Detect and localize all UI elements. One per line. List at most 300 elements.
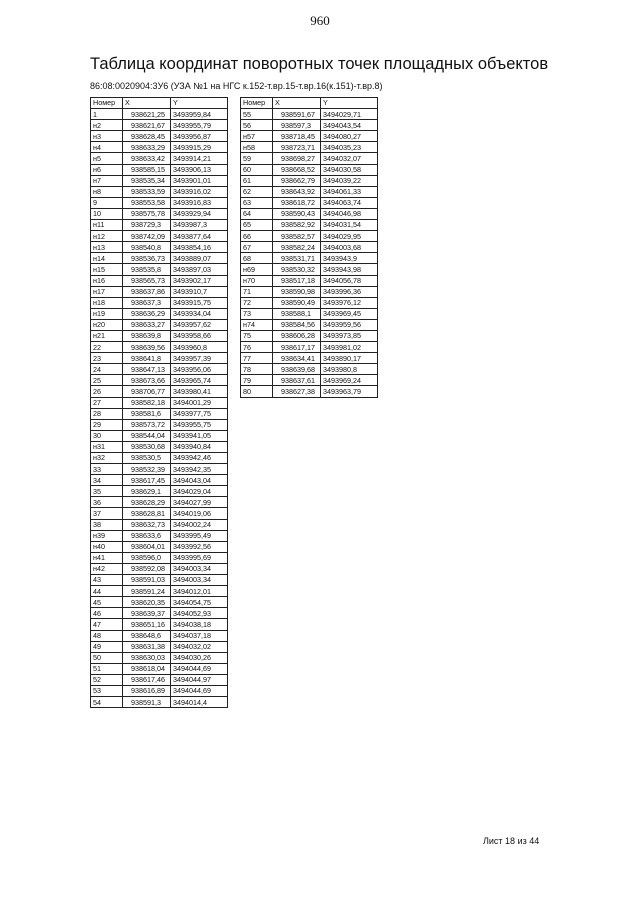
page-number: 960 <box>310 13 330 28</box>
point-number-cell: 53 <box>91 685 123 696</box>
y-coordinate-cell: 3493943,98 <box>321 264 378 275</box>
y-coordinate-cell: 3493915,29 <box>171 142 228 153</box>
table-row <box>241 319 378 330</box>
point-number-cell: 25 <box>91 375 123 386</box>
point-number-cell: н70 <box>241 275 273 286</box>
point-number-cell: 66 <box>241 231 273 242</box>
point-number-cell: н7 <box>91 175 123 186</box>
table-row <box>241 364 378 375</box>
table-row <box>241 231 378 242</box>
point-number-cell: 36 <box>91 497 123 508</box>
x-coordinate-cell: 938643,92 <box>273 186 321 197</box>
x-coordinate-cell: 938582,24 <box>273 242 321 253</box>
table-row <box>241 286 378 297</box>
y-coordinate-cell: 3493889,07 <box>171 253 228 264</box>
table-row <box>91 142 228 153</box>
y-coordinate-cell: 3494046,98 <box>321 208 378 219</box>
x-coordinate-cell: 938530,5 <box>123 453 171 464</box>
header-number: Номер <box>241 98 273 109</box>
y-coordinate-cell: 3493941,05 <box>171 430 228 441</box>
table-row <box>91 231 228 242</box>
point-number-cell: н58 <box>241 142 273 153</box>
x-coordinate-cell: 938575,78 <box>123 208 171 219</box>
y-coordinate-cell: 3494044,69 <box>171 685 228 696</box>
y-coordinate-cell: 3493959,84 <box>171 109 228 120</box>
y-coordinate-cell: 3493916,02 <box>171 186 228 197</box>
point-number-cell: н11 <box>91 220 123 231</box>
point-number-cell: 71 <box>241 286 273 297</box>
y-coordinate-cell: 3493992,56 <box>171 541 228 552</box>
point-number-cell: н15 <box>91 264 123 275</box>
x-coordinate-cell: 938590,43 <box>273 208 321 219</box>
y-coordinate-cell: 3493942,35 <box>171 464 228 475</box>
x-coordinate-cell: 938573,72 <box>123 419 171 430</box>
x-coordinate-cell: 938636,29 <box>123 308 171 319</box>
y-coordinate-cell: 3493956,06 <box>171 364 228 375</box>
y-coordinate-cell: 3494080,27 <box>321 131 378 142</box>
x-coordinate-cell: 938627,38 <box>273 386 321 397</box>
x-coordinate-cell: 938620,35 <box>123 597 171 608</box>
table-row <box>241 242 378 253</box>
y-coordinate-cell: 3493995,69 <box>171 552 228 563</box>
point-number-cell: 78 <box>241 364 273 375</box>
point-number-cell: 9 <box>91 197 123 208</box>
y-coordinate-cell: 3494003,68 <box>321 242 378 253</box>
table-row <box>91 242 228 253</box>
x-coordinate-cell: 938544,04 <box>123 430 171 441</box>
x-coordinate-cell: 938618,72 <box>273 197 321 208</box>
point-number-cell: н4 <box>91 142 123 153</box>
point-number-cell: 56 <box>241 120 273 131</box>
table-row <box>91 563 228 574</box>
table-row <box>91 109 228 120</box>
x-coordinate-cell: 938639,8 <box>123 330 171 341</box>
y-coordinate-cell: 3494044,69 <box>171 663 228 674</box>
point-number-cell: 60 <box>241 164 273 175</box>
y-coordinate-cell: 3493969,24 <box>321 375 378 386</box>
point-number-cell: н31 <box>91 441 123 452</box>
x-coordinate-cell: 938633,27 <box>123 319 171 330</box>
x-coordinate-cell: 938582,57 <box>273 231 321 242</box>
point-number-cell: н6 <box>91 164 123 175</box>
y-coordinate-cell: 3494001,29 <box>171 397 228 408</box>
y-coordinate-cell: 3493934,04 <box>171 308 228 319</box>
point-number-cell: 47 <box>91 619 123 630</box>
x-coordinate-cell: 938628,45 <box>123 131 171 142</box>
point-number-cell: 64 <box>241 208 273 219</box>
x-coordinate-cell: 938629,1 <box>123 486 171 497</box>
table-row <box>241 308 378 319</box>
table-row <box>241 208 378 219</box>
y-coordinate-cell: 3493956,87 <box>171 131 228 142</box>
y-coordinate-cell: 3493963,79 <box>321 386 378 397</box>
table-row <box>241 164 378 175</box>
x-coordinate-cell: 938535,8 <box>123 264 171 275</box>
table-row <box>91 308 228 319</box>
y-coordinate-cell: 3494063,74 <box>321 197 378 208</box>
x-coordinate-cell: 938633,6 <box>123 530 171 541</box>
table-row <box>241 375 378 386</box>
point-number-cell: н12 <box>91 231 123 242</box>
x-coordinate-cell: 938591,03 <box>123 575 171 586</box>
table-row <box>91 552 228 563</box>
y-coordinate-cell: 3494030,58 <box>321 164 378 175</box>
y-coordinate-cell: 3493901,01 <box>171 175 228 186</box>
x-coordinate-cell: 938617,46 <box>123 674 171 685</box>
y-coordinate-cell: 3493916,83 <box>171 197 228 208</box>
x-coordinate-cell: 938590,98 <box>273 286 321 297</box>
table-row <box>241 330 378 341</box>
x-coordinate-cell: 938647,13 <box>123 364 171 375</box>
y-coordinate-cell: 3494043,04 <box>171 475 228 486</box>
point-number-cell: 30 <box>91 430 123 441</box>
x-coordinate-cell: 938621,25 <box>123 109 171 120</box>
table-row <box>241 131 378 142</box>
point-number-cell: н5 <box>91 153 123 164</box>
y-coordinate-cell: 3493906,13 <box>171 164 228 175</box>
table-row <box>91 519 228 530</box>
y-coordinate-cell: 3494044,97 <box>171 674 228 685</box>
table-body-right <box>241 109 378 397</box>
point-number-cell: 76 <box>241 342 273 353</box>
table-row <box>91 597 228 608</box>
table-row <box>91 153 228 164</box>
x-coordinate-cell: 938585,15 <box>123 164 171 175</box>
y-coordinate-cell: 3494054,75 <box>171 597 228 608</box>
y-coordinate-cell: 3493960,8 <box>171 342 228 353</box>
point-number-cell: 68 <box>241 253 273 264</box>
coordinates-table-left <box>90 97 228 708</box>
x-coordinate-cell: 938618,04 <box>123 663 171 674</box>
x-coordinate-cell: 938588,1 <box>273 308 321 319</box>
y-coordinate-cell: 3493987,3 <box>171 220 228 231</box>
point-number-cell: 34 <box>91 475 123 486</box>
point-number-cell: 61 <box>241 175 273 186</box>
x-coordinate-cell: 938530,32 <box>273 264 321 275</box>
table-row <box>91 508 228 519</box>
x-coordinate-cell: 938606,28 <box>273 330 321 341</box>
table-row <box>91 253 228 264</box>
x-coordinate-cell: 938617,45 <box>123 475 171 486</box>
table-row <box>91 220 228 231</box>
x-coordinate-cell: 938637,61 <box>273 375 321 386</box>
y-coordinate-cell: 3493943,9 <box>321 253 378 264</box>
table-row <box>241 197 378 208</box>
point-number-cell: 44 <box>91 586 123 597</box>
table-row <box>241 353 378 364</box>
x-coordinate-cell: 938591,67 <box>273 109 321 120</box>
point-number-cell: 55 <box>241 109 273 120</box>
point-number-cell: 80 <box>241 386 273 397</box>
x-coordinate-cell: 938729,3 <box>123 220 171 231</box>
table-row <box>91 164 228 175</box>
table-row <box>91 619 228 630</box>
x-coordinate-cell: 938639,56 <box>123 342 171 353</box>
point-number-cell: н32 <box>91 453 123 464</box>
x-coordinate-cell: 938742,09 <box>123 231 171 242</box>
table-row <box>241 175 378 186</box>
point-number-cell: 73 <box>241 308 273 319</box>
document-subtitle: 86:08:0020904:3У6 (УЗА №1 на НГС к.152-т.вр.15-т.вр.16(к.151)-т.вр.8) <box>90 81 383 91</box>
y-coordinate-cell: 3493942,46 <box>171 453 228 464</box>
x-coordinate-cell: 938632,73 <box>123 519 171 530</box>
point-number-cell: 48 <box>91 630 123 641</box>
y-coordinate-cell: 3494029,71 <box>321 109 378 120</box>
point-number-cell: 65 <box>241 220 273 231</box>
table-header-row <box>241 98 378 109</box>
table-row <box>91 663 228 674</box>
point-number-cell: 62 <box>241 186 273 197</box>
x-coordinate-cell: 938628,29 <box>123 497 171 508</box>
table-row <box>91 275 228 286</box>
table-row <box>91 464 228 475</box>
table-row <box>91 408 228 419</box>
table-row <box>91 697 228 708</box>
x-coordinate-cell: 938630,03 <box>123 652 171 663</box>
table-row <box>91 497 228 508</box>
point-number-cell: н19 <box>91 308 123 319</box>
x-coordinate-cell: 938662,79 <box>273 175 321 186</box>
point-number-cell: 46 <box>91 608 123 619</box>
table-row <box>91 430 228 441</box>
header-y: Y <box>171 98 228 109</box>
x-coordinate-cell: 938673,66 <box>123 375 171 386</box>
y-coordinate-cell: 3493977,75 <box>171 408 228 419</box>
y-coordinate-cell: 3493955,75 <box>171 419 228 430</box>
table-row <box>241 186 378 197</box>
point-number-cell: н2 <box>91 120 123 131</box>
x-coordinate-cell: 938582,18 <box>123 397 171 408</box>
y-coordinate-cell: 3493980,8 <box>321 364 378 375</box>
y-coordinate-cell: 3493957,39 <box>171 353 228 364</box>
y-coordinate-cell: 3493969,45 <box>321 308 378 319</box>
point-number-cell: н8 <box>91 186 123 197</box>
y-coordinate-cell: 3493854,16 <box>171 242 228 253</box>
point-number-cell: 51 <box>91 663 123 674</box>
y-coordinate-cell: 3493914,21 <box>171 153 228 164</box>
table-row <box>91 375 228 386</box>
point-number-cell: н13 <box>91 242 123 253</box>
point-number-cell: 43 <box>91 575 123 586</box>
point-number-cell: 52 <box>91 674 123 685</box>
y-coordinate-cell: 3494002,24 <box>171 519 228 530</box>
table-row <box>241 386 378 397</box>
x-coordinate-cell: 938517,18 <box>273 275 321 286</box>
point-number-cell: н20 <box>91 319 123 330</box>
x-coordinate-cell: 938553,58 <box>123 197 171 208</box>
y-coordinate-cell: 3493890,17 <box>321 353 378 364</box>
table-row <box>91 175 228 186</box>
table-row <box>91 475 228 486</box>
point-number-cell: н69 <box>241 264 273 275</box>
header-x: X <box>123 98 171 109</box>
table-row <box>91 652 228 663</box>
y-coordinate-cell: 3493995,49 <box>171 530 228 541</box>
y-coordinate-cell: 3494032,02 <box>171 641 228 652</box>
point-number-cell: н41 <box>91 552 123 563</box>
point-number-cell: 75 <box>241 330 273 341</box>
point-number-cell: 54 <box>91 697 123 708</box>
y-coordinate-cell: 3493929,94 <box>171 208 228 219</box>
y-coordinate-cell: 3494012,01 <box>171 586 228 597</box>
table-row <box>241 297 378 308</box>
x-coordinate-cell: 938590,49 <box>273 297 321 308</box>
table-row <box>91 342 228 353</box>
x-coordinate-cell: 938592,08 <box>123 563 171 574</box>
x-coordinate-cell: 938651,16 <box>123 619 171 630</box>
table-row <box>91 297 228 308</box>
table-row <box>91 441 228 452</box>
point-number-cell: н17 <box>91 286 123 297</box>
y-coordinate-cell: 3494035,23 <box>321 142 378 153</box>
point-number-cell: 45 <box>91 597 123 608</box>
point-number-cell: 49 <box>91 641 123 652</box>
x-coordinate-cell: 938706,77 <box>123 386 171 397</box>
table-row <box>91 197 228 208</box>
x-coordinate-cell: 938637,86 <box>123 286 171 297</box>
y-coordinate-cell: 3494056,78 <box>321 275 378 286</box>
x-coordinate-cell: 938596,0 <box>123 552 171 563</box>
x-coordinate-cell: 938584,56 <box>273 319 321 330</box>
x-coordinate-cell: 938633,42 <box>123 153 171 164</box>
point-number-cell: 33 <box>91 464 123 475</box>
x-coordinate-cell: 938668,52 <box>273 164 321 175</box>
point-number-cell: 38 <box>91 519 123 530</box>
table-row <box>91 208 228 219</box>
point-number-cell: 10 <box>91 208 123 219</box>
header-x: X <box>273 98 321 109</box>
x-coordinate-cell: 938648,6 <box>123 630 171 641</box>
point-number-cell: н42 <box>91 563 123 574</box>
table-row <box>241 275 378 286</box>
point-number-cell: 63 <box>241 197 273 208</box>
point-number-cell: 72 <box>241 297 273 308</box>
point-number-cell: 26 <box>91 386 123 397</box>
table-row <box>91 685 228 696</box>
x-coordinate-cell: 938641,8 <box>123 353 171 364</box>
table-row <box>91 364 228 375</box>
table-row <box>241 253 378 264</box>
x-coordinate-cell: 938540,8 <box>123 242 171 253</box>
point-number-cell: 24 <box>91 364 123 375</box>
point-number-cell: 28 <box>91 408 123 419</box>
y-coordinate-cell: 3494061,33 <box>321 186 378 197</box>
y-coordinate-cell: 3493996,36 <box>321 286 378 297</box>
x-coordinate-cell: 938639,68 <box>273 364 321 375</box>
table-row <box>91 586 228 597</box>
y-coordinate-cell: 3494032,07 <box>321 153 378 164</box>
y-coordinate-cell: 3494029,04 <box>171 486 228 497</box>
document-title: Таблица координат поворотных точек площадных объектов <box>90 55 549 73</box>
x-coordinate-cell: 938616,89 <box>123 685 171 696</box>
table-row <box>91 319 228 330</box>
point-number-cell: 50 <box>91 652 123 663</box>
table-header-row <box>91 98 228 109</box>
table-body-left <box>91 109 228 708</box>
x-coordinate-cell: 938532,39 <box>123 464 171 475</box>
x-coordinate-cell: 938628,81 <box>123 508 171 519</box>
table-row <box>91 131 228 142</box>
x-coordinate-cell: 938617,17 <box>273 342 321 353</box>
point-number-cell: н14 <box>91 253 123 264</box>
table-row <box>91 120 228 131</box>
x-coordinate-cell: 938597,3 <box>273 120 321 131</box>
y-coordinate-cell: 3493940,84 <box>171 441 228 452</box>
x-coordinate-cell: 938565,73 <box>123 275 171 286</box>
x-coordinate-cell: 938582,92 <box>273 220 321 231</box>
table-row <box>241 153 378 164</box>
table-row <box>91 541 228 552</box>
point-number-cell: н21 <box>91 330 123 341</box>
table-row <box>91 419 228 430</box>
y-coordinate-cell: 3494003,34 <box>171 563 228 574</box>
y-coordinate-cell: 3493915,75 <box>171 297 228 308</box>
table-row <box>91 630 228 641</box>
table-row <box>241 220 378 231</box>
table-row <box>91 186 228 197</box>
header-number: Номер <box>91 98 123 109</box>
x-coordinate-cell: 938533,59 <box>123 186 171 197</box>
x-coordinate-cell: 938621,67 <box>123 120 171 131</box>
x-coordinate-cell: 938723,71 <box>273 142 321 153</box>
y-coordinate-cell: 3493959,56 <box>321 319 378 330</box>
y-coordinate-cell: 3493897,03 <box>171 264 228 275</box>
x-coordinate-cell: 938581,6 <box>123 408 171 419</box>
y-coordinate-cell: 3493902,17 <box>171 275 228 286</box>
table-row <box>91 608 228 619</box>
table-row <box>91 530 228 541</box>
x-coordinate-cell: 938639,37 <box>123 608 171 619</box>
y-coordinate-cell: 3494027,99 <box>171 497 228 508</box>
y-coordinate-cell: 3494019,06 <box>171 508 228 519</box>
x-coordinate-cell: 938637,3 <box>123 297 171 308</box>
header-y: Y <box>321 98 378 109</box>
y-coordinate-cell: 3493976,12 <box>321 297 378 308</box>
point-number-cell: н57 <box>241 131 273 142</box>
y-coordinate-cell: 3493877,64 <box>171 231 228 242</box>
point-number-cell: 29 <box>91 419 123 430</box>
x-coordinate-cell: 938535,34 <box>123 175 171 186</box>
point-number-cell: 22 <box>91 342 123 353</box>
table-row <box>241 264 378 275</box>
coordinates-table-right <box>240 97 378 398</box>
sheet-label: Лист 18 из 44 <box>483 836 540 846</box>
table-row <box>91 386 228 397</box>
y-coordinate-cell: 3493973,85 <box>321 330 378 341</box>
y-coordinate-cell: 3494039,22 <box>321 175 378 186</box>
y-coordinate-cell: 3493980,41 <box>171 386 228 397</box>
point-number-cell: 79 <box>241 375 273 386</box>
table-row <box>91 674 228 685</box>
point-number-cell: 1 <box>91 109 123 120</box>
y-coordinate-cell: 3493910,7 <box>171 286 228 297</box>
y-coordinate-cell: 3494043,54 <box>321 120 378 131</box>
x-coordinate-cell: 938633,29 <box>123 142 171 153</box>
table-row <box>91 353 228 364</box>
table-row <box>91 486 228 497</box>
table-row <box>91 453 228 464</box>
y-coordinate-cell: 3494029,95 <box>321 231 378 242</box>
y-coordinate-cell: 3494038,18 <box>171 619 228 630</box>
table-row <box>91 641 228 652</box>
x-coordinate-cell: 938604,01 <box>123 541 171 552</box>
x-coordinate-cell: 938718,45 <box>273 131 321 142</box>
y-coordinate-cell: 3494003,34 <box>171 575 228 586</box>
point-number-cell: 37 <box>91 508 123 519</box>
table-row <box>241 120 378 131</box>
x-coordinate-cell: 938631,38 <box>123 641 171 652</box>
table-row <box>91 330 228 341</box>
